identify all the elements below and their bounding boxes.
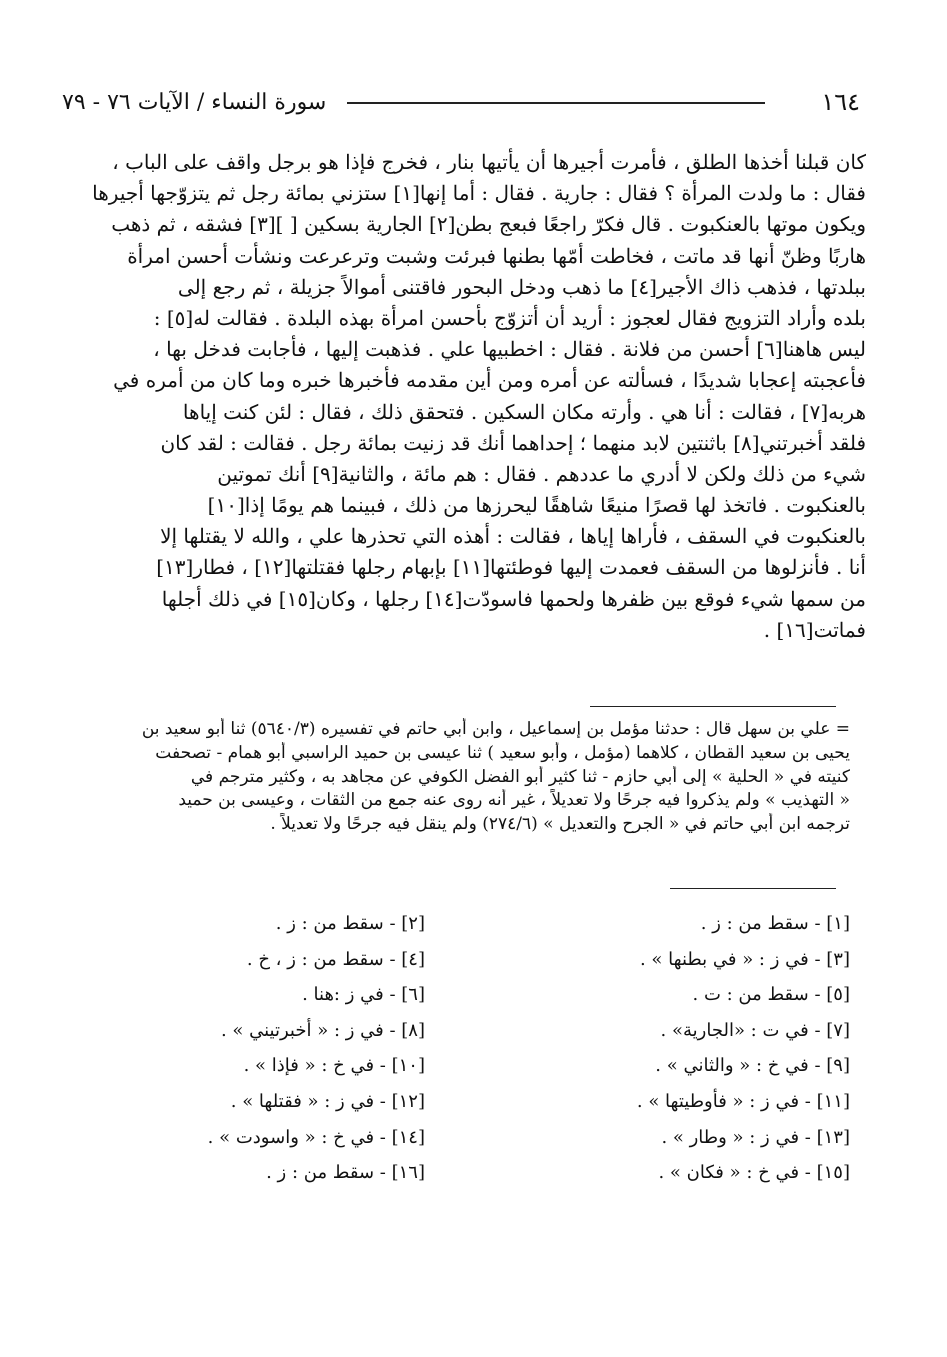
variant-note: [٢] - سقط من : ز .: [275, 913, 425, 934]
header-rule: [347, 102, 765, 104]
footnote-rule: [590, 706, 836, 707]
text-line: بالعنكبوت . فاتخذ لها قصرًا منيعًا شاهقًا ليحرزها من ذلك ، فبينما هم يومًا إذا[١٠]: [207, 493, 866, 518]
text-line: فماتت[١٦] .: [763, 617, 866, 642]
variant-note: [١٥] - في خ : « فكان » .: [658, 1162, 850, 1184]
citation-line: كنيته في « الحلية » إلى أبي حازم - ثنا كثير أبو الفضل الكوفي عن مجاهد به ، وكثير مترجم في: [190, 766, 850, 787]
variant-note: [٩] - في خ : « والثاني » .: [655, 1055, 850, 1077]
citation-footnote: [90, 718, 850, 837]
citation-line: ترجمه ابن أبي حاتم في « الجرح والتعديل » (٢٧٤/٦) ولم ينقل فيه جرحًا ولا تعديلاً .: [270, 814, 850, 835]
variant-note: [٥] - سقط من : ت .: [692, 984, 850, 1006]
text-line: أنا . فأنزلوها من السقف فعمدت إليها فوطئتها[١١] بإبهام رجلها فقتلتها[١٢] ، فطار[١٣]: [156, 555, 866, 580]
text-line: فقال : ما ولدت المرأة ؟ فقال : جارية . فقال : أما إنها[١] ستزني بمائة رجل ثم يتزوّجها أجيرها: [92, 181, 866, 206]
variant-note: [٨] - في ز : « أخبرتيني » .: [220, 1019, 425, 1041]
citation-line: = علي بن سهل قال : حدثنا مؤمل بن إسماعيل ، وابن أبي حاتم في تفسيره (٥٦٤٠/٣) ثنا أبو سعيد بن: [141, 719, 850, 739]
running-title: سورة النساء / الآيات ٧٦ - ٧٩: [62, 90, 327, 115]
text-line: كان قبلنا أخذها الطلق ، فأمرت أجيرها أن يأتيها بنار ، فخرج فإذا هو برجل واقف على الباب ،: [112, 150, 866, 174]
text-line: ويكون موتها بالعنكبوت . قال فكرّ راجعًا فبعج بطن[٢] الجارية بسكين [ ][٣] فشقه ، ثم ذهب: [111, 212, 866, 237]
citation-line: « التهذيب » ولم يذكروا فيه جرحًا ولا تعديلاً ، غير أنه روى عنه جمع من الثقات ، وعيسى بن حميد: [178, 790, 850, 811]
page-header: [62, 88, 860, 128]
variant-note: [٧] - في ت : «الجارية» .: [660, 1019, 850, 1041]
variant-note: [٦] - في ز :هنا .: [302, 984, 425, 1006]
variant-note: [١٦] - سقط من : ز .: [266, 1162, 425, 1184]
text-line: شيء من ذلك ولكن لا أدري ما عددهم . فقال : هم مائة ، والثانية[٩] أنك تموتين: [217, 461, 866, 486]
text-line: بلده وأراد التزويج فقال لعجوز : أريد أن أتزوّج بأحسن امرأة بهذه البلدة . فقالت له[٥] :: [153, 305, 866, 330]
variant-note: [٣] - في ز : « في بطنها » .: [639, 948, 850, 970]
variant-note: [١٤] - في خ : « واسودت » .: [207, 1126, 425, 1148]
variants-rule: [670, 888, 836, 889]
variant-note: [١٣] - في ز : « وطار » .: [661, 1126, 850, 1148]
variant-note: [١] - سقط من : ز .: [700, 913, 850, 934]
text-line: ليس هاهنا[٦] أحسن من فلانة . فقال : اخطبيها علي . فذهبت إليها ، فأجابت فدخل بها ،: [153, 337, 866, 362]
text-line: فأعجبته إعجابا شديدًا ، فسألته عن أمره ومن أين مقدمه فأخبرها خبره وما كان من أمره في: [113, 368, 866, 393]
text-line: بالعنكبوت في السقف ، فأراها إياها ، فقالت : أهذه التي تحذرها علي ، والله لا يقتلها إلا: [160, 524, 866, 549]
text-line: هربه[٧] ، فقالت : أنا هي . وأرته مكان السكين . فتحقق ذلك ، فقال : لئن كنت إياها: [182, 399, 866, 424]
variant-notes: [200, 906, 850, 1191]
text-line: هاربًا وظنّ أنها قد ماتت ، فخاطت أمّها بطنها فبرئت وشبت وترعرعت ونشأت أحسن امرأة: [127, 243, 866, 268]
variant-note: [١٠] - في خ : « فإذا » .: [243, 1055, 425, 1077]
citation-line: يحيى بن سعيد القطان ، كلاهما (مؤمل ، وأبو سعيد ) ثنا عيسى بن حميد الراسبي أبو همام - تصحفت: [155, 742, 850, 763]
main-text: [76, 147, 866, 646]
text-line: ببلدتها ، فذهب ذاك الأجير[٤] ما ذهب ودخل البحور فاقتنى أموالاً جزيلة ، ثم رجع إلى: [177, 274, 866, 299]
variant-note: [١٢] - في ز : « فقتلها » .: [230, 1090, 425, 1112]
text-line: فلقد أخبرتني[٨] باثنتين لابد منهما ؛ إحداهما أنك قد زنيت بمائة رجل . فقالت : لقد كان: [160, 430, 866, 455]
text-line: من سمها شيء فوقع بين ظفرها ولحمها فاسودّت[١٤] رجلها ، وكان[١٥] في ذلك أجلها: [161, 586, 866, 611]
page-number: ١٦٤: [821, 88, 860, 116]
variant-note: [٤] - سقط من : ز ، خ .: [246, 948, 425, 970]
variant-note: [١١] - في ز : « فأوطيتها » .: [636, 1090, 850, 1112]
